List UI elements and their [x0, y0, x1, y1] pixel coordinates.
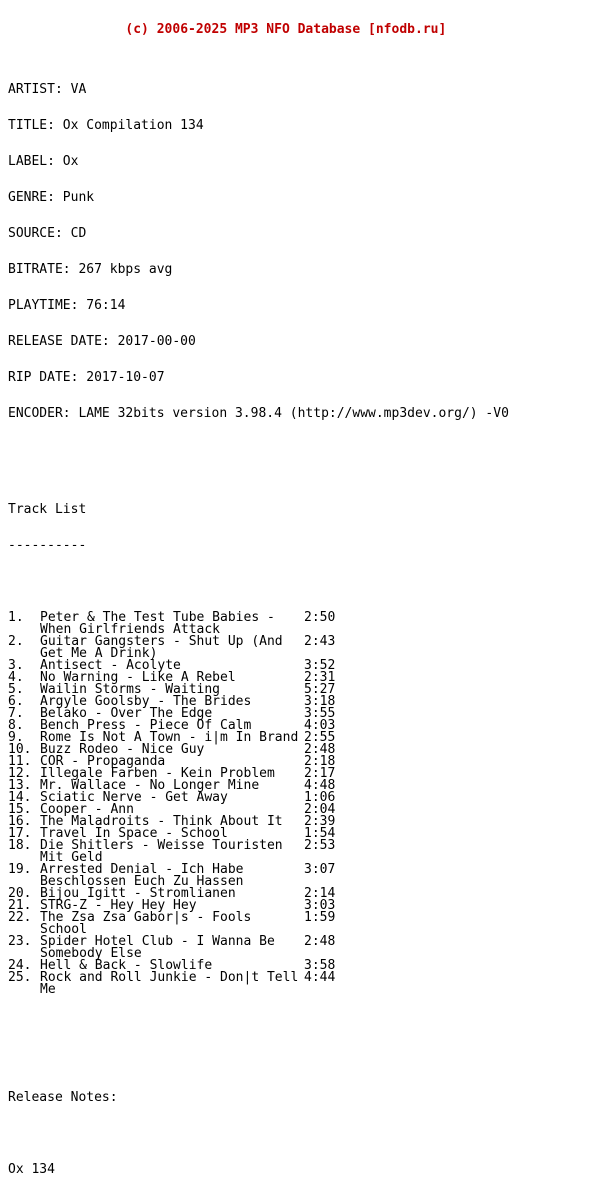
spacer — [8, 1020, 509, 1032]
track-duration: 2:53 — [304, 838, 336, 853]
track-number: 12. — [8, 766, 32, 781]
genre-line: GENRE: Punk — [8, 190, 95, 205]
track-title: Die Shitlers - Weisse Touristen Mit Geld — [40, 838, 291, 865]
track-number: 11. — [8, 754, 32, 769]
title-line: TITLE: Ox Compilation 134 — [8, 118, 204, 133]
track-number: 10. — [8, 742, 32, 757]
track-duration: 2:31 — [304, 670, 336, 685]
nfo-document — [8, 0, 509, 1188]
release-date-line: RELEASE DATE: 2017-00-00 — [8, 334, 196, 349]
track-title: Peter & The Test Tube Babies - When Girlfriends Attack — [40, 610, 283, 637]
nfo-header — [8, 24, 509, 36]
track-number: 1. — [8, 610, 24, 625]
release-notes-heading: Release Notes: — [8, 1090, 118, 1105]
track-title: Rome Is Not A Town - i|m In Brand — [40, 730, 299, 745]
track-duration: 3:58 — [304, 958, 336, 973]
track-title: Antisect - Acolyte — [40, 658, 181, 673]
track-duration: 2:04 — [304, 802, 336, 817]
track-number: 13. — [8, 778, 32, 793]
track-row — [8, 816, 509, 828]
track-duration: 2:18 — [304, 754, 336, 769]
track-row — [8, 780, 509, 792]
track-duration: 1:59 — [304, 910, 336, 925]
track-row — [8, 732, 509, 744]
track-title: No Warning - Like A Rebel — [40, 670, 236, 685]
track-row — [8, 756, 509, 768]
spacer — [8, 1056, 509, 1068]
track-title: Spider Hotel Club - I Wanna Be Somebody Else — [40, 934, 283, 961]
artist-line: ARTIST: VA — [8, 82, 87, 97]
release-info — [8, 60, 509, 444]
track-number: 14. — [8, 790, 32, 805]
track-title: Belako - Over The Edge — [40, 706, 213, 721]
track-title: Argyle Goolsby - The Brides — [40, 694, 252, 709]
track-number: 2. — [8, 634, 24, 649]
track-title: Guitar Gangsters - Shut Up (And Get Me A Drink) — [40, 634, 291, 661]
bitrate-line: BITRATE: 267 kbps avg — [8, 262, 173, 277]
track-title: Sciatic Nerve - Get Away — [40, 790, 228, 805]
track-row — [8, 912, 509, 936]
track-number: 6. — [8, 694, 24, 709]
track-title: The Maladroits - Think About It — [40, 814, 283, 829]
track-title: The Zsa Zsa Gabor|s - Fools School — [40, 910, 260, 937]
track-title: COR - Propaganda — [40, 754, 166, 769]
track-row — [8, 636, 509, 660]
nfodb-link[interactable]: (c) 2006-2025 MP3 NFO Database [nfodb.ru] — [125, 22, 447, 37]
track-row — [8, 828, 509, 840]
track-number: 24. — [8, 958, 32, 973]
label-line: LABEL: Ox — [8, 154, 79, 169]
track-row — [8, 864, 509, 888]
track-row — [8, 696, 509, 708]
track-duration: 3:18 — [304, 694, 336, 709]
track-title: Hell & Back - Slowlife — [40, 958, 213, 973]
track-number: 9. — [8, 730, 24, 745]
track-row — [8, 720, 509, 732]
track-duration: 2:43 — [304, 634, 336, 649]
track-number: 19. — [8, 862, 32, 877]
track-duration: 2:39 — [304, 814, 336, 829]
track-row — [8, 888, 509, 900]
track-title: Wailin Storms - Waiting — [40, 682, 221, 697]
track-duration: 2:14 — [304, 886, 336, 901]
track-duration: 5:27 — [304, 682, 336, 697]
rip-date-line: RIP DATE: 2017-10-07 — [8, 370, 165, 385]
track-duration: 1:06 — [304, 790, 336, 805]
tracklist-heading: Track List — [8, 502, 87, 517]
track-title: Bijou Igitt - Stromlianen — [40, 886, 236, 901]
track-row — [8, 792, 509, 804]
track-title: STRG-Z - Hey Hey Hey — [40, 898, 197, 913]
track-title: Rock and Roll Junkie - Don|t Tell Me — [40, 970, 307, 997]
track-number: 4. — [8, 670, 24, 685]
source-line: SOURCE: CD — [8, 226, 87, 241]
track-title: Mr. Wallace - No Longer Mine — [40, 778, 260, 793]
track-number: 15. — [8, 802, 32, 817]
track-number: 7. — [8, 706, 24, 721]
track-number: 25. — [8, 970, 32, 985]
track-number: 17. — [8, 826, 32, 841]
track-row — [8, 936, 509, 960]
track-duration: 4:48 — [304, 778, 336, 793]
track-duration: 3:55 — [304, 706, 336, 721]
track-row — [8, 900, 509, 912]
encoder-line: ENCODER: LAME 32bits version 3.98.4 (http://www.mp3dev.org/) -V0 — [8, 406, 509, 421]
track-duration: 3:03 — [304, 898, 336, 913]
track-duration: 2:48 — [304, 742, 336, 757]
track-duration: 2:48 — [304, 934, 336, 949]
track-title: Arrested Denial - Ich Habe Beschlossen Euch Zu Hassen — [40, 862, 252, 889]
track-row — [8, 960, 509, 972]
track-title: Buzz Rodeo - Nice Guy — [40, 742, 205, 757]
track-duration: 4:03 — [304, 718, 336, 733]
track-number: 18. — [8, 838, 32, 853]
track-duration: 1:54 — [304, 826, 336, 841]
spacer — [8, 468, 509, 480]
track-number: 3. — [8, 658, 24, 673]
track-duration: 2:50 — [304, 610, 336, 625]
release-notes-text: Ox 134 — [8, 1162, 55, 1177]
track-duration: 4:44 — [304, 970, 336, 985]
track-row — [8, 708, 509, 720]
playtime-line: PLAYTIME: 76:14 — [8, 298, 126, 313]
track-title: Illegale Farben - Kein Problem — [40, 766, 275, 781]
track-duration: 2:17 — [304, 766, 336, 781]
track-number: 21. — [8, 898, 32, 913]
track-number: 20. — [8, 886, 32, 901]
spacer — [8, 1128, 509, 1140]
track-number: 23. — [8, 934, 32, 949]
track-row — [8, 972, 509, 996]
track-number: 8. — [8, 718, 24, 733]
track-title: Bench Press - Piece Of Calm — [40, 718, 252, 733]
track-row — [8, 804, 509, 816]
track-list — [8, 612, 509, 996]
spacer — [8, 576, 509, 588]
track-number: 16. — [8, 814, 32, 829]
track-duration: 3:52 — [304, 658, 336, 673]
track-row — [8, 768, 509, 780]
track-title: Cooper - Ann — [40, 802, 134, 817]
track-row — [8, 744, 509, 756]
track-row — [8, 612, 509, 636]
track-title: Travel In Space - School — [40, 826, 228, 841]
track-number: 22. — [8, 910, 32, 925]
track-duration: 3:07 — [304, 862, 336, 877]
track-row — [8, 840, 509, 864]
tracklist-rule: ---------- — [8, 538, 87, 553]
track-duration: 2:55 — [304, 730, 336, 745]
track-number: 5. — [8, 682, 24, 697]
